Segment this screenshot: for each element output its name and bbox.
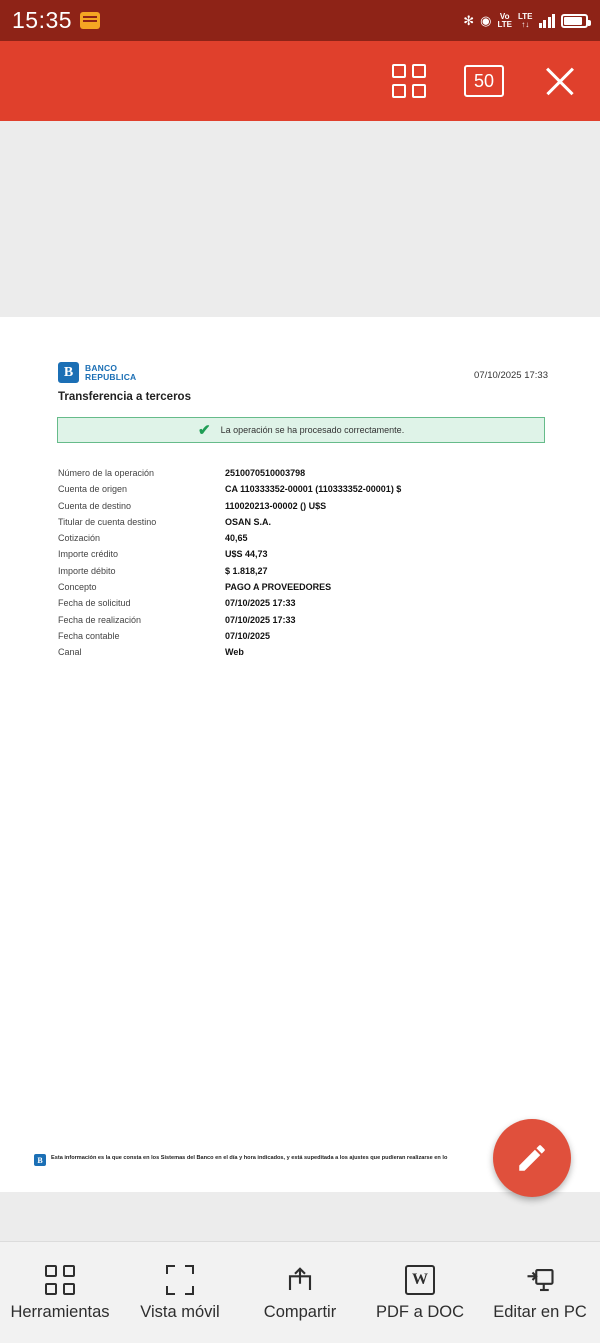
field-label: Cotización bbox=[58, 533, 101, 544]
table-row bbox=[58, 595, 600, 611]
field-label: Número de la operación bbox=[58, 468, 155, 478]
document-date: 07/10/2025 17:33 bbox=[474, 370, 548, 381]
volte-icon-top: Vo bbox=[499, 11, 510, 21]
page-count-badge[interactable]: 50 bbox=[464, 65, 504, 97]
location-icon: ◉ bbox=[480, 13, 492, 28]
lte-icon-bottom: ↑↓ bbox=[521, 19, 530, 29]
bottom-item-editar-en-pc[interactable] bbox=[480, 1242, 600, 1343]
operation-details bbox=[58, 465, 600, 661]
field-value: 110020213-00002 () U$S bbox=[225, 500, 327, 511]
volte-icon-bottom: LTE bbox=[497, 19, 512, 29]
bottom-item-compartir[interactable] bbox=[240, 1242, 360, 1343]
status-bar bbox=[0, 0, 600, 41]
battery-icon bbox=[561, 14, 588, 28]
close-icon[interactable] bbox=[542, 63, 578, 99]
table-row bbox=[58, 481, 600, 497]
field-label: Canal bbox=[58, 647, 82, 658]
status-time: 15:35 bbox=[12, 7, 73, 33]
document-page bbox=[0, 317, 600, 1192]
app-toolbar bbox=[0, 41, 600, 121]
bank-logo bbox=[58, 362, 136, 383]
table-row bbox=[58, 465, 600, 481]
table-row bbox=[58, 628, 600, 644]
status-bar-left bbox=[12, 7, 100, 34]
document-title: Transferencia a terceros bbox=[58, 391, 191, 403]
message-icon bbox=[80, 12, 100, 29]
field-label: Cuenta de origen bbox=[58, 484, 128, 495]
lte-icon bbox=[518, 13, 533, 29]
signal-bars-icon bbox=[539, 13, 556, 28]
bottom-item-herramientas[interactable] bbox=[0, 1242, 120, 1343]
field-value: $ 1.818,27 bbox=[225, 565, 268, 576]
bottom-item-label: Compartir bbox=[263, 1303, 337, 1321]
edit-on-pc-icon bbox=[524, 1263, 556, 1297]
table-row bbox=[58, 612, 600, 628]
page-bottom-spacer bbox=[0, 1192, 600, 1241]
field-value: PAGO A PROVEEDORES bbox=[225, 582, 332, 593]
success-alert-text: La operación se ha procesado correctamente. bbox=[220, 425, 405, 435]
status-bar-right bbox=[463, 13, 588, 29]
lte-icon-top: LTE bbox=[517, 11, 533, 21]
field-label: Cuenta de destino bbox=[58, 500, 132, 511]
edit-fab-button[interactable] bbox=[493, 1119, 571, 1197]
field-label: Concepto bbox=[58, 582, 97, 593]
bluetooth-icon: ✻ bbox=[463, 13, 475, 28]
field-value: 07/10/2025 17:33 bbox=[225, 614, 296, 625]
bottom-item-vista-movil[interactable] bbox=[120, 1242, 240, 1343]
field-value: 07/10/2025 17:33 bbox=[225, 598, 296, 609]
table-row bbox=[58, 514, 600, 530]
mobile-view-icon bbox=[166, 1263, 194, 1297]
bottom-item-label: Editar en PC bbox=[493, 1303, 587, 1321]
table-row bbox=[58, 563, 600, 579]
field-value: 2510070510003798 bbox=[225, 468, 306, 478]
table-row bbox=[58, 546, 600, 562]
table-row bbox=[58, 498, 600, 514]
bank-name-line1: BANCO bbox=[85, 362, 118, 373]
field-value: OSAN S.A. bbox=[225, 516, 272, 527]
bottom-item-label: Vista móvil bbox=[140, 1303, 220, 1321]
word-doc-icon: W bbox=[405, 1263, 435, 1297]
field-label: Importe crédito bbox=[58, 549, 119, 560]
field-value: 07/10/2025 bbox=[225, 630, 271, 641]
success-alert bbox=[57, 417, 545, 443]
field-value: CA 110333352-00001 (110333352-00001) $ bbox=[225, 484, 402, 495]
table-row bbox=[58, 530, 600, 546]
document-header bbox=[0, 317, 600, 383]
bank-logo-text bbox=[85, 364, 136, 382]
check-icon: ✔ bbox=[198, 421, 211, 439]
field-value: Web bbox=[225, 647, 244, 658]
bank-name-line2: REPUBLICA bbox=[85, 371, 137, 382]
grid-view-icon[interactable] bbox=[392, 64, 426, 98]
field-value: 40,65 bbox=[225, 533, 248, 544]
bank-logo-small-icon: B bbox=[34, 1154, 46, 1166]
field-label: Fecha de realización bbox=[58, 614, 142, 625]
bottom-item-label: PDF a DOC bbox=[375, 1303, 464, 1321]
table-row bbox=[58, 579, 600, 595]
bank-logo-icon: B bbox=[58, 362, 79, 383]
pencil-icon bbox=[515, 1141, 549, 1175]
grid-tools-icon bbox=[45, 1263, 75, 1297]
bottom-toolbar bbox=[0, 1241, 600, 1343]
document-viewport[interactable] bbox=[0, 121, 600, 1241]
field-value: U$S 44,73 bbox=[225, 549, 268, 560]
field-label: Fecha contable bbox=[58, 630, 120, 641]
bottom-item-label: Herramientas bbox=[10, 1303, 110, 1321]
footnote-text: Esta información es la que consta en los Sistemas del Banco en el día y hora indicados, y está supeditada a los ajustes que pudieran realizarse en lo bbox=[51, 1155, 448, 1161]
field-label: Titular de cuenta destino bbox=[58, 516, 157, 527]
field-label: Fecha de solicitud bbox=[58, 598, 131, 609]
share-icon bbox=[284, 1263, 316, 1297]
volte-icon bbox=[497, 13, 512, 29]
field-label: Importe débito bbox=[58, 565, 116, 576]
table-row bbox=[58, 644, 600, 660]
bottom-item-pdf-a-doc[interactable] bbox=[360, 1242, 480, 1343]
